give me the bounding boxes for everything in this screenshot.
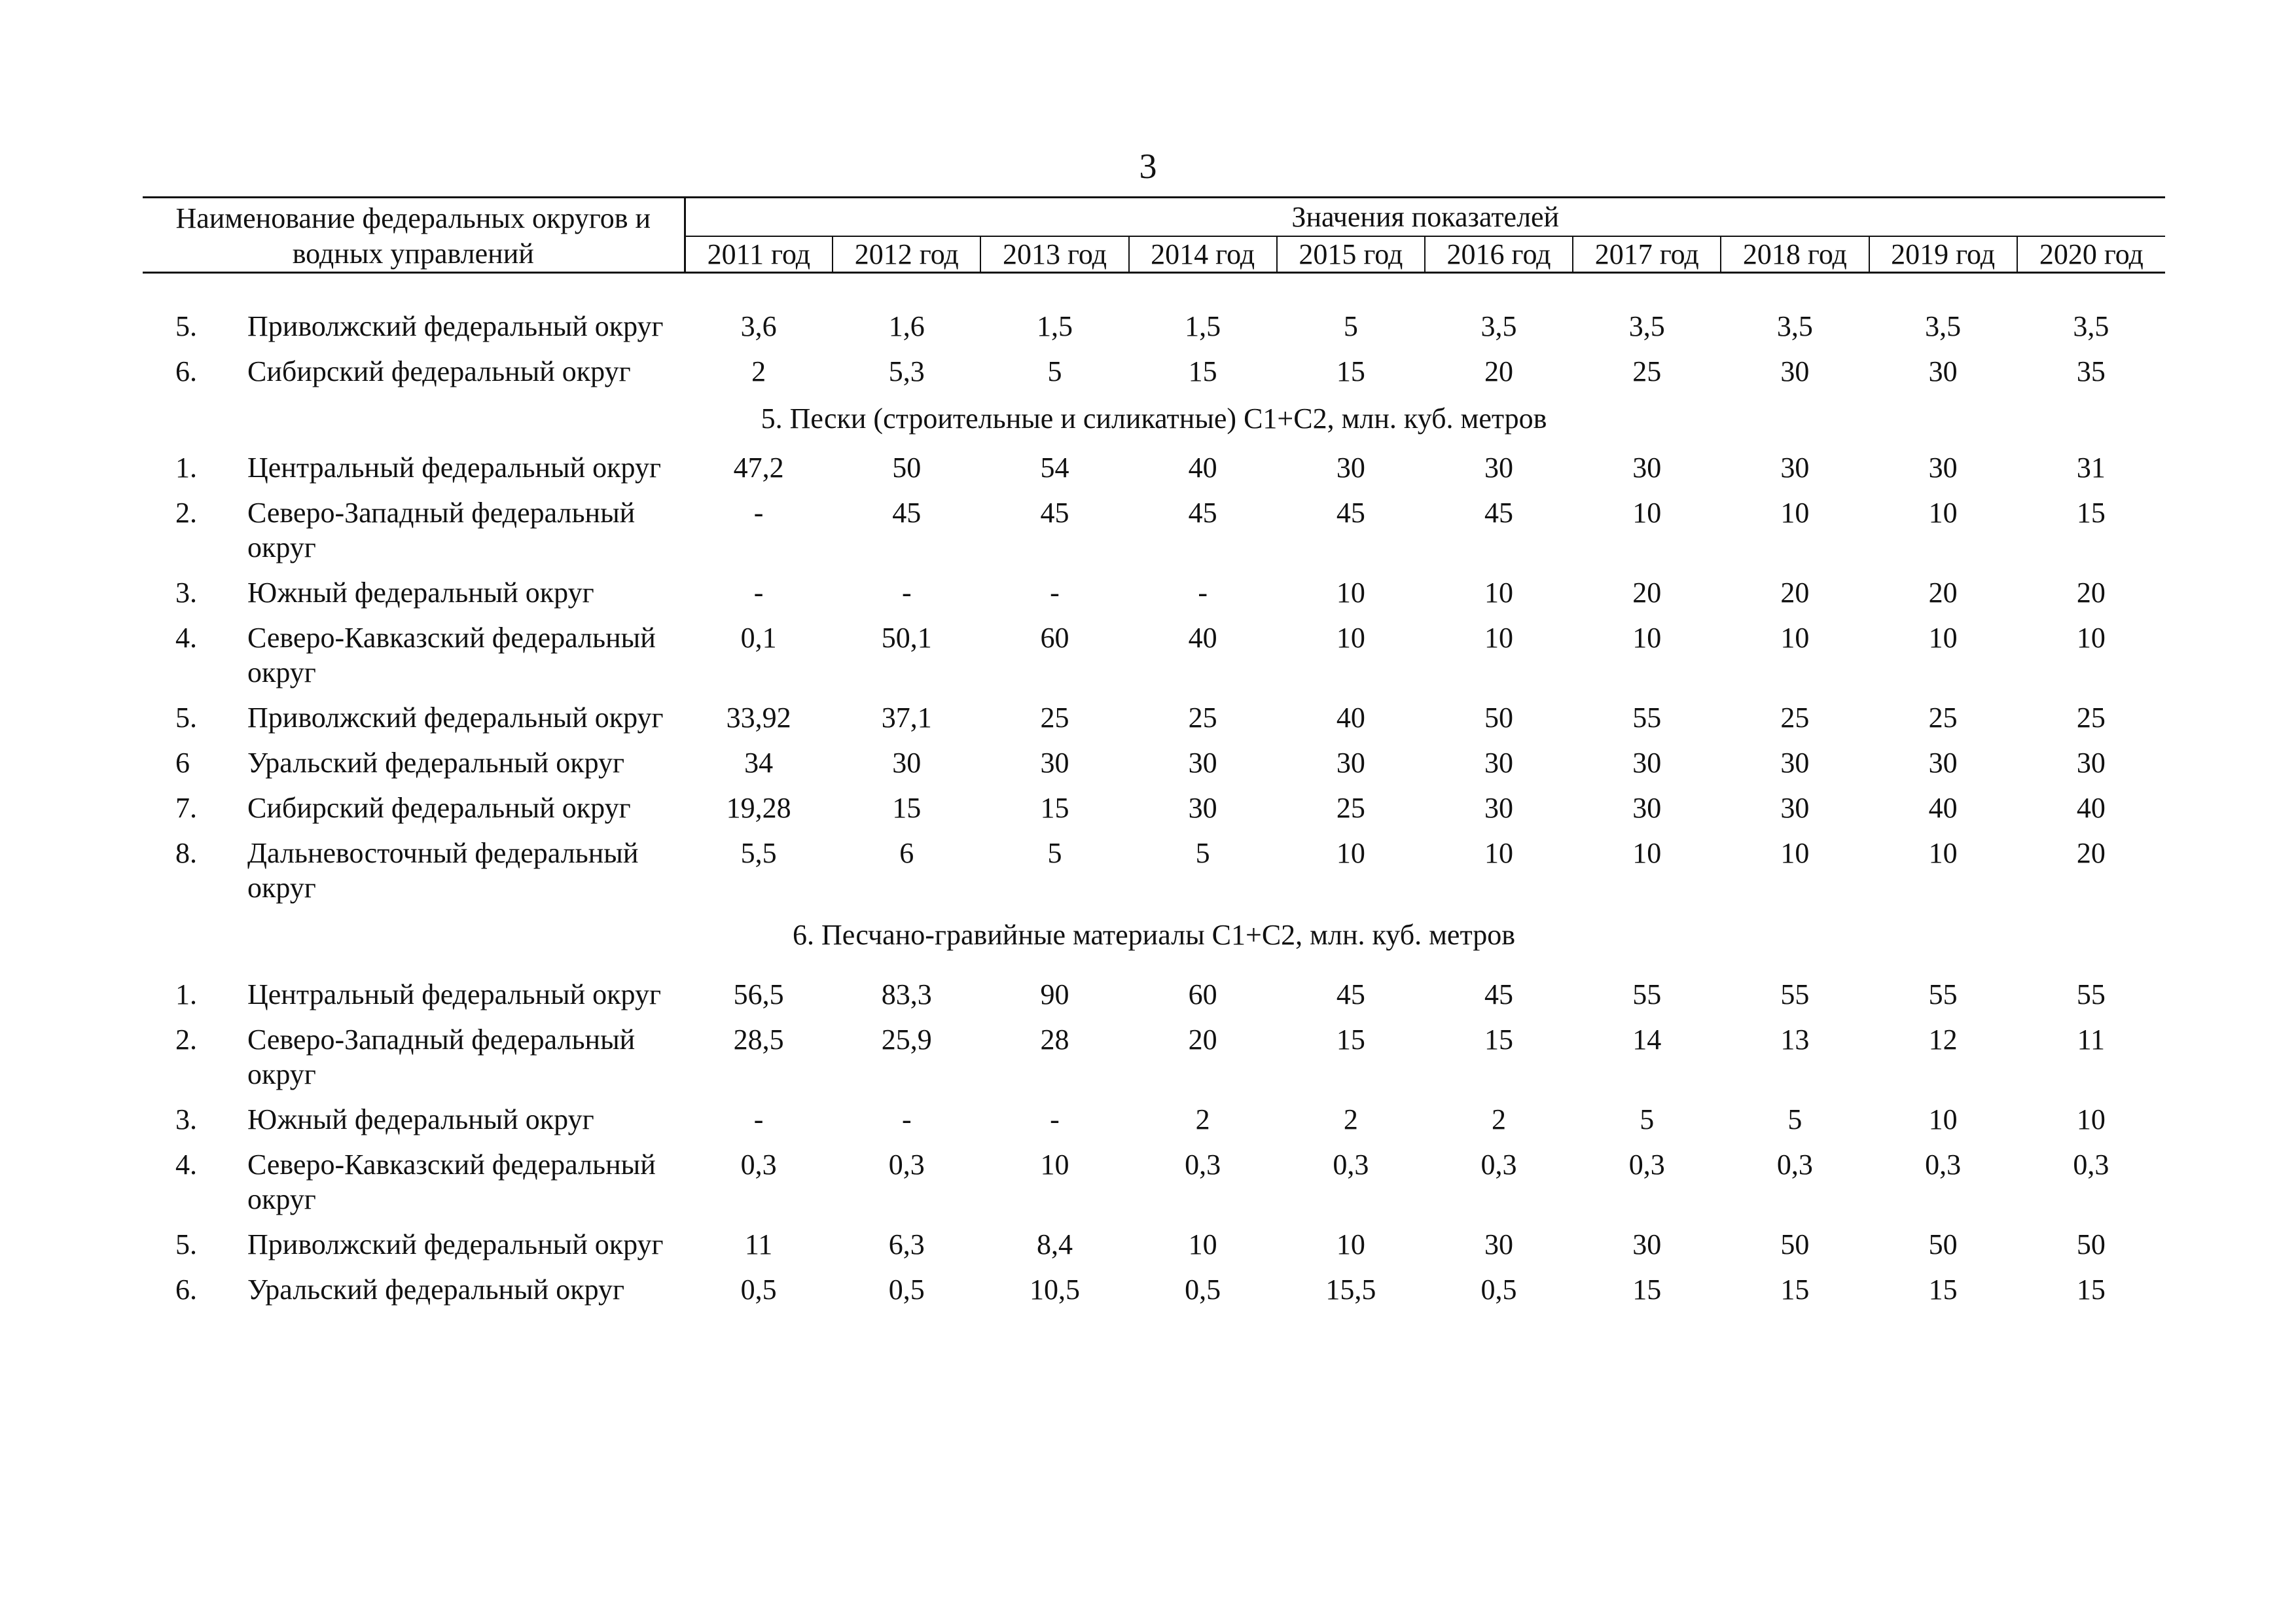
value-cell: 30 <box>1484 792 1514 824</box>
header-year-cell: 2020 год <box>2017 236 2165 273</box>
value-cell: 0,3 <box>2073 1149 2109 1181</box>
value-cell: 10 <box>1928 1103 1958 1135</box>
value-cell: 30 <box>1040 747 1069 779</box>
value-cell: 25 <box>1780 702 1810 734</box>
value-cell: 30 <box>1928 452 1958 484</box>
table-row <box>143 445 2165 490</box>
value-cell: 3,5 <box>1776 310 1813 342</box>
district-name: Сибирский федеральный округ <box>247 355 631 387</box>
value-cell: 45 <box>1040 497 1069 529</box>
value-cell: 10 <box>1632 622 1662 654</box>
value-cell: 25 <box>1632 355 1662 387</box>
header-year-cell: 2013 год <box>980 236 1128 273</box>
value-cell: 45 <box>1188 497 1217 529</box>
value-cell: 10 <box>1484 837 1514 869</box>
value-cell: 31 <box>2076 452 2106 484</box>
value-cell: 10 <box>1632 497 1662 529</box>
value-cell: 5 <box>1047 355 1062 387</box>
value-cell: 55 <box>1780 978 1810 1010</box>
table-row <box>143 1097 2165 1142</box>
header-year-cell: 2015 год <box>1277 236 1425 273</box>
row-number: 8. <box>175 837 197 869</box>
value-cell: 12 <box>1928 1024 1958 1056</box>
table-header <box>143 198 2165 273</box>
section-title: 6. Песчано-гравийные материалы С1+С2, млн. куб. метров <box>793 918 1515 951</box>
value-cell: 1,5 <box>1036 310 1073 342</box>
district-name: Приволжский федеральный округ <box>247 1228 664 1260</box>
value-cell: 10 <box>1484 622 1514 654</box>
value-cell: 15 <box>1336 1024 1365 1056</box>
district-name: Центральный федеральный округ <box>247 452 662 484</box>
header-year-cell: 2018 год <box>1721 236 1869 273</box>
value-cell: 0,3 <box>1776 1149 1813 1181</box>
value-cell: 0,3 <box>1925 1149 1962 1181</box>
header-year-cell: 2012 год <box>833 236 980 273</box>
district-name: Северо-Кавказский федеральный округ <box>247 622 656 688</box>
value-cell: 30 <box>1632 1228 1662 1260</box>
value-cell: 50 <box>1484 702 1514 734</box>
value-cell: 14 <box>1632 1024 1662 1056</box>
header-year-cell: 2014 год <box>1129 236 1277 273</box>
value-cell: 50 <box>1780 1228 1810 1260</box>
table-row <box>143 615 2165 695</box>
section-title: 5. Пески (строительные и силикатные) С1+С2, млн. куб. метров <box>761 402 1547 435</box>
value-cell: 19,28 <box>726 792 791 824</box>
value-cell: 37,1 <box>881 702 932 734</box>
value-cell: - <box>901 1103 912 1135</box>
value-cell: 15 <box>1780 1274 1810 1306</box>
table-row <box>143 1267 2165 1312</box>
table-row <box>143 349 2165 394</box>
value-cell: 20 <box>1780 577 1810 609</box>
value-cell: 5 <box>1195 837 1210 869</box>
value-cell: 30 <box>1780 747 1810 779</box>
value-cell: 5 <box>1343 310 1358 342</box>
value-cell: 47,2 <box>733 452 784 484</box>
district-name: Сибирский федеральный округ <box>247 792 631 824</box>
value-cell: 30 <box>1928 747 1958 779</box>
page-number: 3 <box>1139 147 1157 186</box>
value-cell: 0,3 <box>1480 1149 1517 1181</box>
value-cell: 10 <box>2076 1103 2106 1135</box>
row-number: 6 <box>175 747 190 779</box>
value-cell: 15 <box>1484 1024 1514 1056</box>
row-number: 2. <box>175 497 197 529</box>
value-cell: 25,9 <box>881 1024 932 1056</box>
value-cell: 45 <box>1484 497 1514 529</box>
value-cell: 5 <box>1047 837 1062 869</box>
value-cell: 10,5 <box>1029 1274 1080 1306</box>
value-cell: 6 <box>899 837 914 869</box>
value-cell: 10 <box>1336 577 1365 609</box>
value-cell: 10 <box>1336 837 1365 869</box>
value-cell: 50,1 <box>881 622 932 654</box>
value-cell: 3,5 <box>1480 310 1517 342</box>
value-cell: 55 <box>1632 702 1662 734</box>
value-cell: 30 <box>1188 747 1217 779</box>
row-number: 3. <box>175 1103 197 1135</box>
value-cell: 25 <box>1040 702 1069 734</box>
value-cell: 0,3 <box>888 1149 925 1181</box>
value-cell: 5,3 <box>888 355 925 387</box>
value-cell: 0,5 <box>1185 1274 1221 1306</box>
district-name: Северо-Западный федеральный округ <box>247 1024 636 1090</box>
value-cell: 45 <box>1484 978 1514 1010</box>
value-cell: 15 <box>2076 497 2106 529</box>
table-row <box>143 695 2165 740</box>
value-cell: 30 <box>1928 355 1958 387</box>
district-name: Северо-Кавказский федеральный округ <box>247 1149 656 1215</box>
value-cell: 40 <box>1188 452 1217 484</box>
value-cell: 25 <box>1928 702 1958 734</box>
value-cell: 0,3 <box>1628 1149 1665 1181</box>
value-cell: 60 <box>1188 978 1217 1010</box>
value-cell: - <box>753 1103 764 1135</box>
value-cell: 10 <box>1780 837 1810 869</box>
value-cell: 28 <box>1040 1024 1069 1056</box>
value-cell: 30 <box>1336 452 1365 484</box>
table-row <box>143 972 2165 1017</box>
table-row <box>143 304 2165 349</box>
row-number: 5. <box>175 310 197 342</box>
value-cell: 20 <box>1188 1024 1217 1056</box>
value-cell: 30 <box>2076 747 2106 779</box>
table-row <box>143 740 2165 785</box>
value-cell: 30 <box>1780 452 1810 484</box>
value-cell: 45 <box>892 497 922 529</box>
value-cell: 20 <box>2076 837 2106 869</box>
value-cell: 5 <box>1787 1103 1803 1135</box>
value-cell: 90 <box>1040 978 1069 1010</box>
row-number: 6. <box>175 355 197 387</box>
value-cell: 40 <box>1336 702 1365 734</box>
value-cell: 35 <box>2076 355 2106 387</box>
district-name: Южный федеральный округ <box>247 577 594 609</box>
value-cell: 15 <box>2076 1274 2106 1306</box>
value-cell: 0,5 <box>1480 1274 1517 1306</box>
value-cell: 8,4 <box>1036 1228 1073 1260</box>
value-cell: 20 <box>2076 577 2106 609</box>
district-name: Дальневосточный федеральный округ <box>247 837 639 904</box>
value-cell: 55 <box>2076 978 2106 1010</box>
value-cell: 30 <box>1780 792 1810 824</box>
value-cell: 1,6 <box>888 310 925 342</box>
value-cell: 6,3 <box>888 1228 925 1260</box>
row-number: 4. <box>175 1149 197 1181</box>
section-title-row <box>143 910 2165 972</box>
value-cell: 30 <box>1780 355 1810 387</box>
value-cell: 50 <box>1928 1228 1958 1260</box>
value-cell: - <box>1050 1103 1060 1135</box>
value-cell: 11 <box>744 1228 773 1260</box>
header-name-column: Наименование федеральных округов и водных управлений <box>143 198 685 273</box>
value-cell: 2 <box>751 355 766 387</box>
value-cell: 30 <box>1632 747 1662 779</box>
value-cell: 10 <box>1336 1228 1365 1260</box>
value-cell: 40 <box>2076 792 2106 824</box>
value-cell: 3,5 <box>1925 310 1962 342</box>
row-number: 1. <box>175 452 197 484</box>
value-cell: 30 <box>1484 747 1514 779</box>
district-name: Приволжский федеральный округ <box>247 310 664 342</box>
value-cell: 5 <box>1640 1103 1655 1135</box>
value-cell: 3,6 <box>740 310 777 342</box>
value-cell: 10 <box>1780 622 1810 654</box>
value-cell: 5,5 <box>740 837 777 869</box>
table-row <box>143 785 2165 830</box>
value-cell: 0,5 <box>888 1274 925 1306</box>
value-cell: 11 <box>2077 1024 2106 1056</box>
value-cell: 10 <box>1040 1149 1069 1181</box>
value-cell: 0,3 <box>740 1149 777 1181</box>
row-number: 7. <box>175 792 197 824</box>
district-name: Приволжский федеральный округ <box>247 702 664 734</box>
value-cell: 30 <box>1632 452 1662 484</box>
value-cell: - <box>753 497 764 529</box>
value-cell: 10 <box>1484 577 1514 609</box>
value-cell: 3,5 <box>1628 310 1665 342</box>
row-number: 5. <box>175 702 197 734</box>
header-year-cell: 2016 год <box>1425 236 1573 273</box>
value-cell: 30 <box>892 747 922 779</box>
value-cell: 0,3 <box>1333 1149 1369 1181</box>
value-cell: 0,5 <box>740 1274 777 1306</box>
value-cell: 3,5 <box>2073 310 2109 342</box>
value-cell: 40 <box>1188 622 1217 654</box>
value-cell: 10 <box>1780 497 1810 529</box>
value-cell: 2 <box>1343 1103 1358 1135</box>
header-year-cell: 2017 год <box>1573 236 1721 273</box>
value-cell: 30 <box>1188 792 1217 824</box>
value-cell: 20 <box>1632 577 1662 609</box>
value-cell: 15 <box>1632 1274 1662 1306</box>
value-cell: 15 <box>1336 355 1365 387</box>
spacer-row <box>143 273 2165 304</box>
value-cell: 0,3 <box>1185 1149 1221 1181</box>
district-name: Южный федеральный округ <box>247 1103 594 1135</box>
value-cell: 25 <box>1188 702 1217 734</box>
value-cell: 60 <box>1040 622 1069 654</box>
row-number: 6. <box>175 1274 197 1306</box>
header-year-cell: 2019 год <box>1869 236 2017 273</box>
table-row <box>143 1142 2165 1222</box>
value-cell: 10 <box>1928 837 1958 869</box>
value-cell: - <box>1198 577 1208 609</box>
table-row <box>143 1017 2165 1097</box>
value-cell: 2 <box>1492 1103 1507 1135</box>
value-cell: 2 <box>1195 1103 1210 1135</box>
section-title-row <box>143 394 2165 445</box>
value-cell: 15,5 <box>1325 1274 1376 1306</box>
value-cell: 28,5 <box>733 1024 784 1056</box>
table-row <box>143 830 2165 910</box>
district-name: Уральский федеральный округ <box>247 747 625 779</box>
value-cell: 50 <box>892 452 922 484</box>
district-name: Центральный федеральный округ <box>247 978 662 1010</box>
row-number: 5. <box>175 1228 197 1260</box>
header-year-cell: 2011 год <box>685 236 833 273</box>
value-cell: 30 <box>1484 452 1514 484</box>
value-cell: - <box>901 577 912 609</box>
value-cell: 30 <box>1632 792 1662 824</box>
value-cell: 10 <box>1188 1228 1217 1260</box>
value-cell: 10 <box>1632 837 1662 869</box>
value-cell: 45 <box>1336 978 1365 1010</box>
value-cell: - <box>753 577 764 609</box>
value-cell: 25 <box>2076 702 2106 734</box>
district-name: Уральский федеральный округ <box>247 1274 625 1306</box>
value-cell: 15 <box>892 792 922 824</box>
value-cell: 13 <box>1780 1024 1810 1056</box>
row-number: 4. <box>175 622 197 654</box>
value-cell: 15 <box>1928 1274 1958 1306</box>
value-cell: 45 <box>1336 497 1365 529</box>
value-cell: 10 <box>1336 622 1365 654</box>
value-cell: 15 <box>1188 355 1217 387</box>
row-number: 2. <box>175 1024 197 1056</box>
value-cell: 54 <box>1040 452 1069 484</box>
header-values-column: Значения показателей <box>685 198 2165 236</box>
value-cell: 30 <box>1484 1228 1514 1260</box>
value-cell: 83,3 <box>881 978 932 1010</box>
value-cell: 15 <box>1040 792 1069 824</box>
value-cell: - <box>1050 577 1060 609</box>
value-cell: 25 <box>1336 792 1365 824</box>
value-cell: 40 <box>1928 792 1958 824</box>
value-cell: 50 <box>2076 1228 2106 1260</box>
row-number: 1. <box>175 978 197 1010</box>
value-cell: 10 <box>1928 497 1958 529</box>
table-body <box>143 273 2165 1313</box>
value-cell: 0,1 <box>740 622 777 654</box>
table-row <box>143 570 2165 615</box>
table-row <box>143 1222 2165 1267</box>
table-row <box>143 490 2165 570</box>
value-cell: 20 <box>1928 577 1958 609</box>
district-name: Северо-Западный федеральный округ <box>247 497 636 563</box>
value-cell: 10 <box>2076 622 2106 654</box>
row-number: 3. <box>175 577 197 609</box>
value-cell: 34 <box>744 747 774 779</box>
value-cell: 55 <box>1928 978 1958 1010</box>
value-cell: 1,5 <box>1185 310 1221 342</box>
value-cell: 10 <box>1928 622 1958 654</box>
value-cell: 56,5 <box>733 978 784 1010</box>
value-cell: 20 <box>1484 355 1514 387</box>
value-cell: 55 <box>1632 978 1662 1010</box>
indicators-table <box>143 196 2165 1312</box>
value-cell: 30 <box>1336 747 1365 779</box>
value-cell: 33,92 <box>726 702 791 734</box>
